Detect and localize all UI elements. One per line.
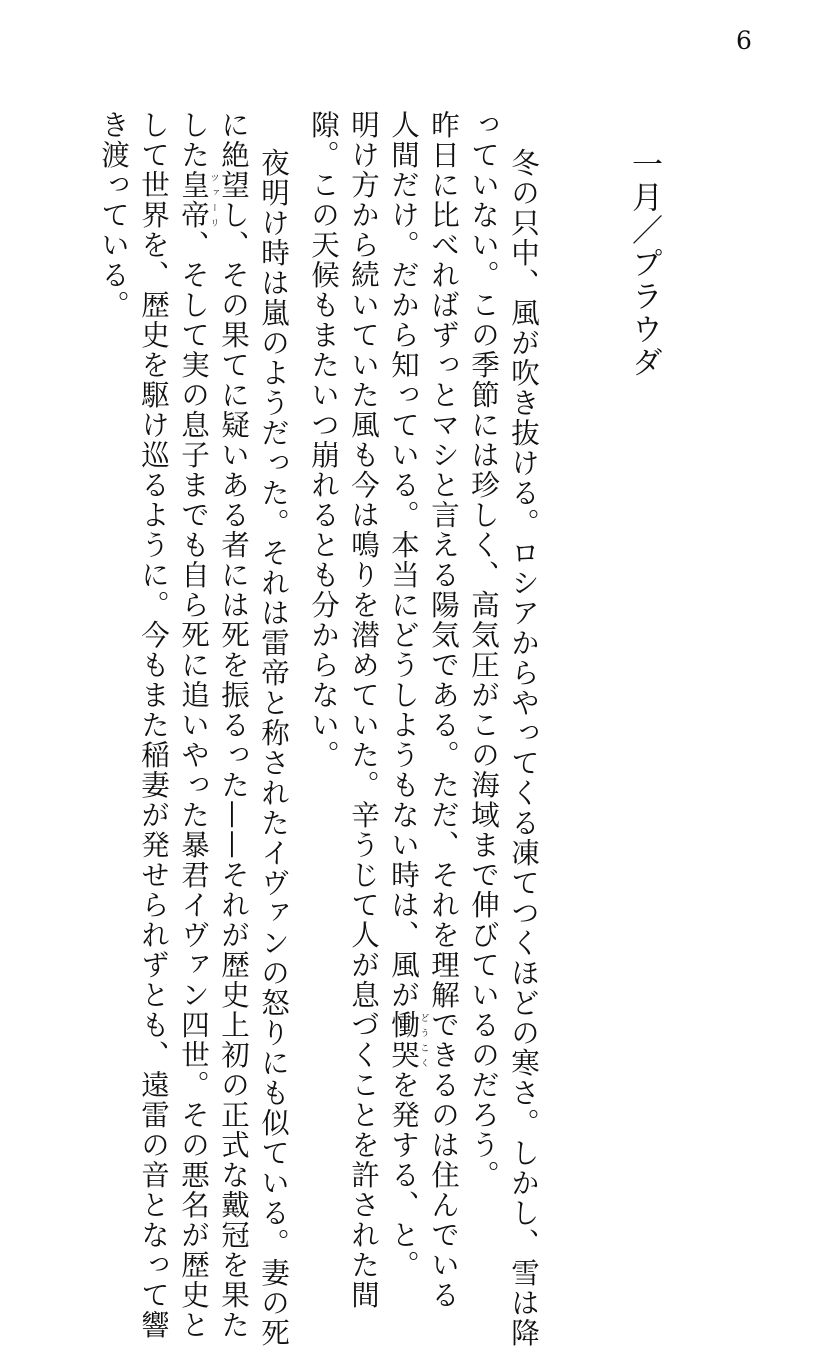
text-segment: 隙。この天候もまたいつ崩れるとも分からない。 <box>307 110 340 770</box>
chapter-title: 一月／プラウダ <box>626 148 662 379</box>
text-segment: した <box>177 110 210 170</box>
text-column <box>252 148 294 1348</box>
text-column <box>172 110 219 1340</box>
text-segment: 夜明け時は嵐のようだった。それは雷帝と称されたイヴァンの怒りにも似ている。妻の死 <box>257 148 290 1348</box>
text-segment: 冬の只中、風が吹き抜ける。ロシアからやってくる凍てつくほどの寒さ。しかし、雪は降 <box>507 148 540 1348</box>
ruby-base: 慟哭 <box>387 1010 420 1070</box>
ruby-reading: ツァーリ <box>208 170 219 230</box>
text-segment: に絶望し、その果てに疑いある者には死を振るった——それが歴史上初の正式な戴冠を果た <box>217 110 250 1340</box>
ruby-reading: どうこく <box>418 1010 429 1070</box>
text-column <box>502 148 544 1348</box>
text-segment: 昨日に比べればずっとマシと言える陽気である。ただ、それを理解できるのは住んでいる <box>427 110 460 1310</box>
text-column <box>302 110 344 770</box>
text-column <box>382 110 429 1280</box>
text-segment: っていない。この季節には珍しく、高気圧がこの海域まで伸びているのだろう。 <box>467 110 500 1190</box>
ruby-word <box>177 170 219 230</box>
ruby-word <box>387 1010 429 1070</box>
text-segment: を発する、と。 <box>387 1070 420 1280</box>
text-segment: 人間だけ。だから知っている。本当にどうしようもない時は、風が <box>387 110 420 1010</box>
text-column <box>462 110 504 1190</box>
text-column <box>92 110 134 320</box>
ruby-base: 皇帝 <box>177 170 210 230</box>
text-segment: して世界を、歴史を駆け巡るように。今もまた稲妻が発せられずとも、遠雷の音となって響 <box>137 110 170 1340</box>
page-number: 6 <box>736 26 752 55</box>
text-segment: き渡っている。 <box>97 110 130 320</box>
text-column <box>342 110 384 1310</box>
text-column <box>132 110 174 1340</box>
text-segment: 、そして実の息子までも自ら死に追いやった暴君イヴァン四世。その悪名が歴史と <box>177 230 210 1340</box>
text-segment: 明け方から続いていた風も今は鳴りを潜めていた。辛うじて人が息づくことを許された間 <box>347 110 380 1310</box>
